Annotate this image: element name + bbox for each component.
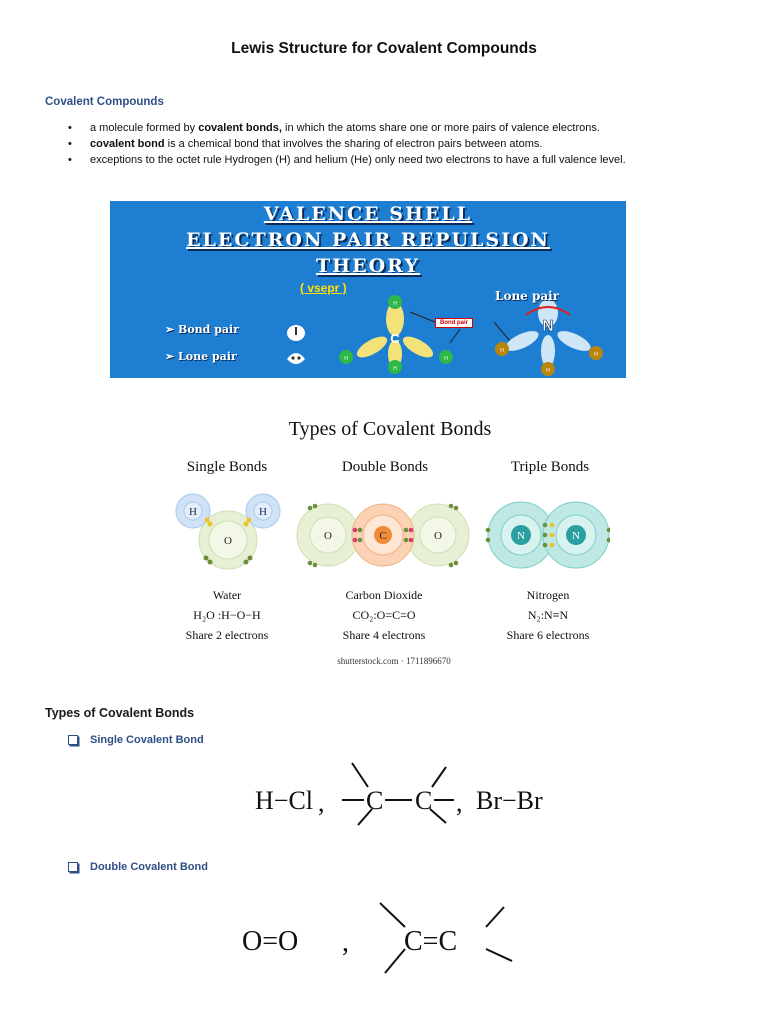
atom-label: N [572,530,580,542]
caption-nitrogen [473,585,623,645]
atom-label: H [393,366,397,372]
atom-label: H [546,368,550,374]
subheading-double-bond: Double Covalent Bond [90,861,208,873]
water-molecule [176,494,280,569]
bullet-text: in which the atoms share one or more pairs of valence electrons. [281,122,600,134]
bullet-item [68,120,748,136]
bullet-text: exceptions to the octet rule Hydrogen (H) and helium (He) only need two electrons to have a full valence level. [90,154,626,166]
lone-pair-title: Lone pair [495,289,560,303]
shared-electrons: Share 2 electrons [185,628,269,642]
image-credit: shutterstock.com · 1711896670 [337,656,451,666]
definition-list [68,120,748,168]
vsepr-title-line2: ELECTRON PAIR REPULSION [186,229,550,251]
legend-lone-pair: ➢ Lone pair [165,350,237,363]
carbon-atom: C [415,786,433,815]
molecule-name: Carbon Dioxide [345,588,423,602]
carbon-label: C [390,331,400,346]
covalent-bonds-figure [170,410,610,672]
bond-lobe [354,332,390,361]
checkbox-bullet-icon [68,862,78,872]
atom-label: H [189,506,197,518]
legend-bond-pair: ➢ Bond pair [165,323,239,336]
carbon-double-bond: C=C [404,926,458,957]
nitrogen-molecule [486,502,610,568]
bond-pair-tag: Bond pair [435,318,473,328]
section-heading-covalent-compounds: Covalent Compounds [45,96,164,108]
carbon-atom: C [366,786,384,815]
document-title: Lewis Structure for Covalent Compounds [231,40,537,57]
molecule-formula: N₂:N≡N [527,608,569,622]
bullet-item [68,136,748,152]
bullet-dot: • [68,122,72,134]
lone-pair-legend-icon [287,353,305,364]
bullet-bold-term: covalent bonds, [198,122,282,134]
comma: , [342,927,349,958]
molecule-name: Water [212,588,242,602]
bond-diagrams [170,480,610,585]
molecule-formula: H₂O :H−O−H [193,608,261,622]
molecule-formula: CO₂:O=C=O [352,608,416,622]
comma: , [318,788,325,817]
nitrogen-label: N [542,318,554,335]
brbr-structure: Br−Br [476,786,543,815]
atom-label: H [393,301,397,307]
section-heading-types: Types of Covalent Bonds [45,706,195,720]
atom-label: H [344,356,348,362]
bullet-dot: • [68,154,72,166]
double-bond-structures [240,893,530,978]
atom-label: H [259,506,267,518]
bullet-text: a molecule formed by [90,122,199,134]
nitrogen-bond-lobe [555,327,594,355]
shared-electrons: Share 4 electrons [342,628,426,642]
vsepr-banner-image [110,201,626,378]
atom-label: H [500,348,504,354]
comma: , [456,788,463,817]
bullet-item [68,152,748,168]
shared-electrons: Share 6 electrons [506,628,590,642]
checkbox-bullet-icon [68,735,78,745]
atom-label: O [224,535,232,547]
vsepr-title-line3: THEORY [316,255,420,277]
oxygen-double-bond: O=O [242,926,299,957]
bullet-dot: • [68,138,72,150]
atom-label: O [434,530,442,542]
atom-label: H [594,352,598,358]
atom-label: N [517,530,525,542]
carbon-dioxide-molecule [297,504,469,568]
figure-heading-triple: Triple Bonds [510,459,590,475]
vsepr-title-line1: VALENCE SHELL [263,203,473,225]
figure-title: Types of Covalent Bonds [288,418,492,440]
figure-heading-double: Double Bonds [341,459,429,475]
atom-label: O [324,530,332,542]
atom-label: C [379,530,387,542]
vsepr-subtitle: ( vsepr ) [300,281,347,295]
bond-lines [342,763,454,825]
caption-water [152,585,302,645]
single-bond-structures [250,757,550,829]
atom-label: H [444,356,448,362]
subheading-single-bond: Single Covalent Bond [90,734,204,746]
bullet-bold-term: covalent bond [90,138,165,150]
figure-heading-single: Single Bonds [186,459,268,475]
hcl-structure: H−Cl [255,786,314,815]
bond-lobe [400,332,436,361]
caption-carbon-dioxide [309,585,459,645]
bullet-text: is a chemical bond that involves the sharing of electron pairs between atoms. [164,138,543,150]
molecule-name: Nitrogen [526,588,570,602]
